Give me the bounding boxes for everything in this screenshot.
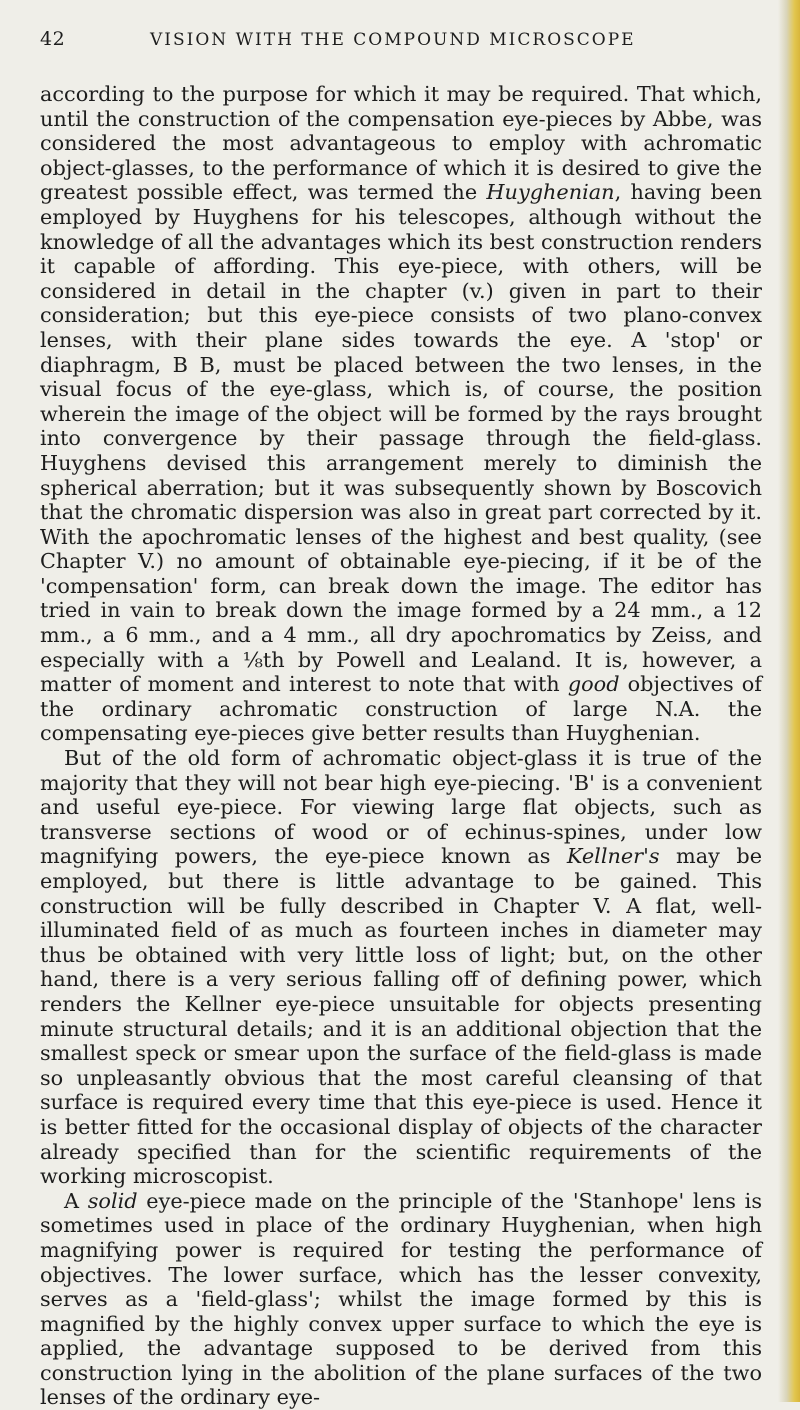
paragraph-1 bbox=[40, 82, 762, 746]
text-run: may be employed, but there is little advantage to be gained. This construction will be fully described in Chapter V. A flat, well-illuminated field of as much as fourteen inches in diameter may thus be obtained with very little loss of light; but, on the other hand, there is a very serious falling off of defining power, which renders the Kellner eye-piece unsuitable for objects presenting minute structural details; and it is an additional objection that the smallest speck or smear upon the surface of the field-glass is made so unpleasantly obvious that the most careful cleansing of that surface is required every time that this eye-piece is used. Hence it is better fitted for the occasional display of objects of the character already specified than for the scientific requirements of the working microscopist. bbox=[40, 844, 762, 1189]
body-text bbox=[40, 82, 762, 1410]
paragraph-2 bbox=[40, 746, 762, 1189]
running-head: VISION WITH THE COMPOUND MICROSCOPE bbox=[150, 30, 636, 50]
italic-term-huyghenian: Huyghenian bbox=[486, 180, 615, 205]
text-run: A bbox=[64, 1188, 88, 1213]
text-run: But of the old form of achromatic object-glass it is true of the majority that they will not bear high eye-piecing. 'B' is a convenient and useful eye-piece. For viewing large flat objects, such as transverse sections of wood or of echinus-spines, under low magnifying powers, the eye-piece known as bbox=[40, 746, 762, 869]
text-run: , having been employed by Huyghens for his telescopes, although without the knowledge of all the advantages which its best construction renders it capable of affording. This eye-piece, with others, will be considered in detail in the chapter (v.) given in part to their consideration; but this eye-piece consists of two plano-convex lenses, with their plane sides towards the eye. A 'stop' or diaphragm, B B, must be placed between the two lenses, in the visual focus of the eye-glass, which is, of course, the position wherein the image of the object will be formed by the rays brought into convergence by their passage through the field-glass. Huyghens devised this arrangement merely to diminish the spherical aberration; but it was subsequently shown by Boscovich that the chromatic dispersion was also in great part corrected by it. With the apochromatic lenses of the highest and best quality, (see Chapter V.) no amount of obtainable eye-piecing, if it be of the 'compensation' form, can break down the image. The editor has tried in vain to break down the image formed by a 24 mm., a 12 mm., a 6 mm., and a 4 mm., all dry apochromatics by Zeiss, and especially with a ⅛th by Powell and Lealand. It is, however, a matter of moment and interest to note that with bbox=[40, 180, 762, 697]
page-number: 42 bbox=[40, 28, 66, 50]
paragraph-3 bbox=[40, 1189, 762, 1410]
text-run: objectives of the ordinary achromatic construction of large N.A. the compensating eye-pieces give better results than Huyghenian. bbox=[40, 672, 762, 746]
italic-term-solid: solid bbox=[87, 1188, 138, 1213]
text-run: according to the purpose for which it may be required. That which, until the construction of the compensation eye-pieces by Abbe, was considered the most advantageous to employ with achromatic object-glasses, to the performance of which it is desired to give the greatest possible effect, was termed the bbox=[40, 82, 762, 205]
page-header bbox=[40, 20, 760, 60]
page-edge bbox=[778, 0, 800, 1402]
text-run: eye-piece made on the principle of the 'Stanhope' lens is sometimes used in place of the ordinary Huyghenian, when high magnifying power is required for testing the performance of objectives. The lower surface, which has the lesser convexity, serves as a 'field-glass'; whilst the image formed by this is magnified by the highly convex upper surface to which the eye is applied, the advantage supposed to be derived from this construction lying in the abolition of the plane surfaces of the two lenses of the ordinary eye- bbox=[40, 1188, 762, 1410]
italic-term-kellners: Kellner's bbox=[566, 844, 660, 869]
italic-term-good: good bbox=[567, 672, 620, 697]
